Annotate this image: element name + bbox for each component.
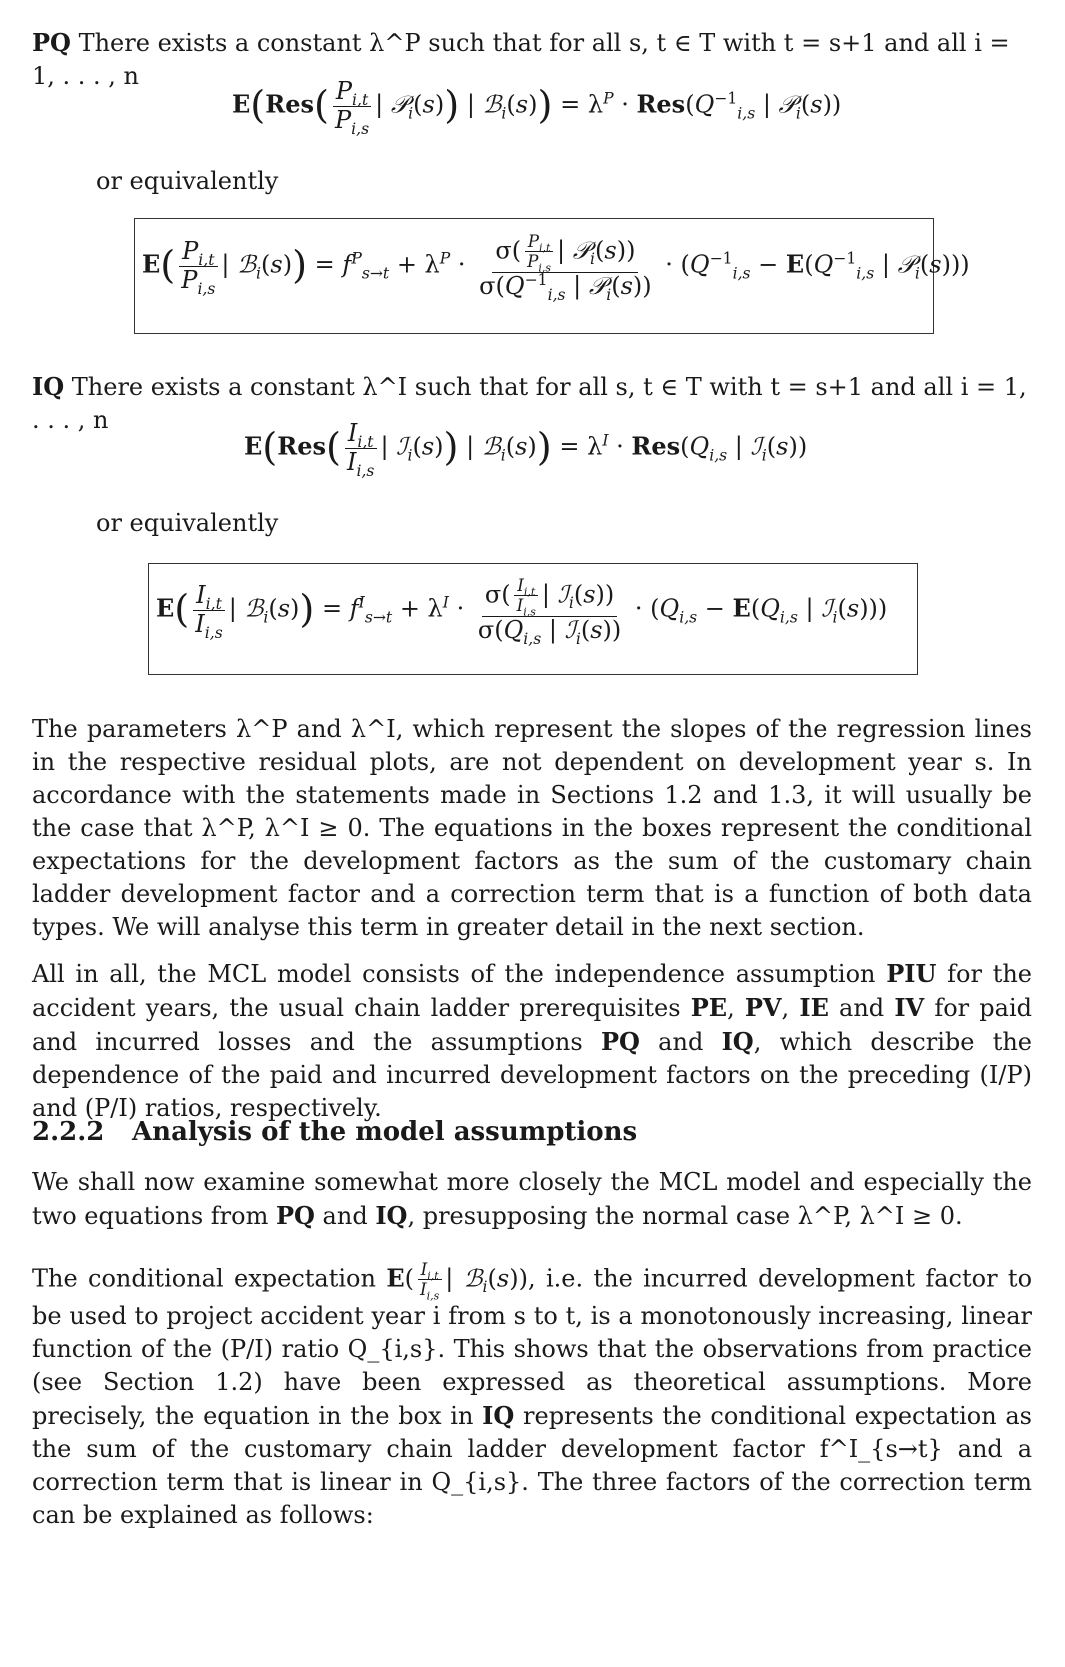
iq-label: IQ (32, 372, 65, 401)
section-title: Analysis of the model assumptions (132, 1117, 638, 1147)
paragraph-conditional-expectation: The conditional expectation E( $\frac{I_{i,t}}{I_{i,s}}$ | ℬ$_i$(s)), i.e. the incurred development factor to be used to project accident year i from s to t, is a monotonously increasing, linear function of the (P/I) ratio Q_{i,s}. This shows that the observations from practice (see Section 1.2) have been expressed as theoretical assumptions. More precisely, the equation in the box in IQ represents the conditional expectation as the sum of the customary chain ladder development factor f^I_{s→t} and a correction term that is linear in Q_{i,s}. The three factors of the correction term can be explained as follows: (32, 1259, 1033, 1529)
paragraph-parameters: The parameters λ^P and λ^I, which represent the slopes of the regression lines in the respective residual plots, are not dependent on development year s. In accordance with the statements made in Sections 1.2 and 1.3, it will usually be the case that λ^P, λ^I ≥ 0. The equations in the boxes represent the conditional expectations for the development factors as the sum of the customary chain ladder development factor and a correction term that is a function of both data types. We will analyse this term in greater detail in the next section. (32, 715, 1032, 941)
pq-equivalently-label: or equivalently (96, 167, 279, 195)
paragraph-mcl-summary: All in all, the MCL model consists of the independence assumption PIU for the accident years, the usual chain ladder prerequisites PE, PV, IE and IV for paid and incurred losses and the assumptions PQ and IQ, which describe the dependence of the paid and incurred development factors on the preceding (I/P) and (P/I) ratios, respectively. (32, 959, 1033, 1122)
section-heading (32, 1117, 637, 1147)
iq-equivalently-label: or equivalently (96, 509, 279, 537)
pq-intro: There exists a constant λ^P such that for all s, t ∈ T with t = s+1 and all i = 1, . . . , n (32, 29, 1010, 90)
pq-equation-residual: E(Res( $\frac{P_{i,t}}{P_{i,s}}$ | 𝒫$_i$(s)) | ℬ$_i$(s)) = $\lambda^P \cdot Res(Q^{-1}_{i,s}$ | 𝒫$_i$(s)) (232, 77, 842, 138)
iq-boxed-equation: E( $\frac{I_{i,t}}{I_{i,s}}$ | ℬ$_i$(s)) = $f^I_{s\to t} + \lambda^I$ · σ( $\frac{I_{i,t}}{I_{i,s}}$ | ℐ$_i$(s)) $\sigma(Q_{i,s}$ | ℐ$_i$(s)) · ($Q_{i,s} - E(Q_{i,s}$ | ℐ$_i$(s))) (156, 575, 888, 648)
iq-intro: There exists a constant λ^I such that for all s, t ∈ T with t = s+1 and all i = 1, . . . , n (32, 373, 1027, 434)
paragraph-examine: We shall now examine somewhat more closely the MCL model and especially the two equations from PQ and IQ, presupposing the normal case λ^P, λ^I ≥ 0. (32, 1168, 1032, 1230)
pq-label: PQ (32, 28, 71, 57)
pq-boxed-equation: E( $\frac{P_{i,t}}{P_{i,s}}$ | ℬ$_i$(s)) = $f^P_{s\to t} + \lambda^P$ · σ( $\frac{P_{i,t}}{P_{i,s}}$ | 𝒫$_i$(s)) $\sigma(Q^{-1}_{i,s}$ | 𝒫$_i$(s)) · ($Q^{-1}_{i,s} - E(Q^{-1}_{i,s}$ | 𝒫$_i$(s))) (142, 231, 970, 304)
iq-equation-residual: E(Res( $\frac{I_{i,t}}{I_{i,s}}$ | ℐ$_i$(s)) | ℬ$_i$(s)) = $\lambda^I \cdot Res(Q_{i,s}$ | ℐ$_i$(s)) (244, 419, 808, 480)
section-number: 2.2.2 (32, 1117, 105, 1147)
